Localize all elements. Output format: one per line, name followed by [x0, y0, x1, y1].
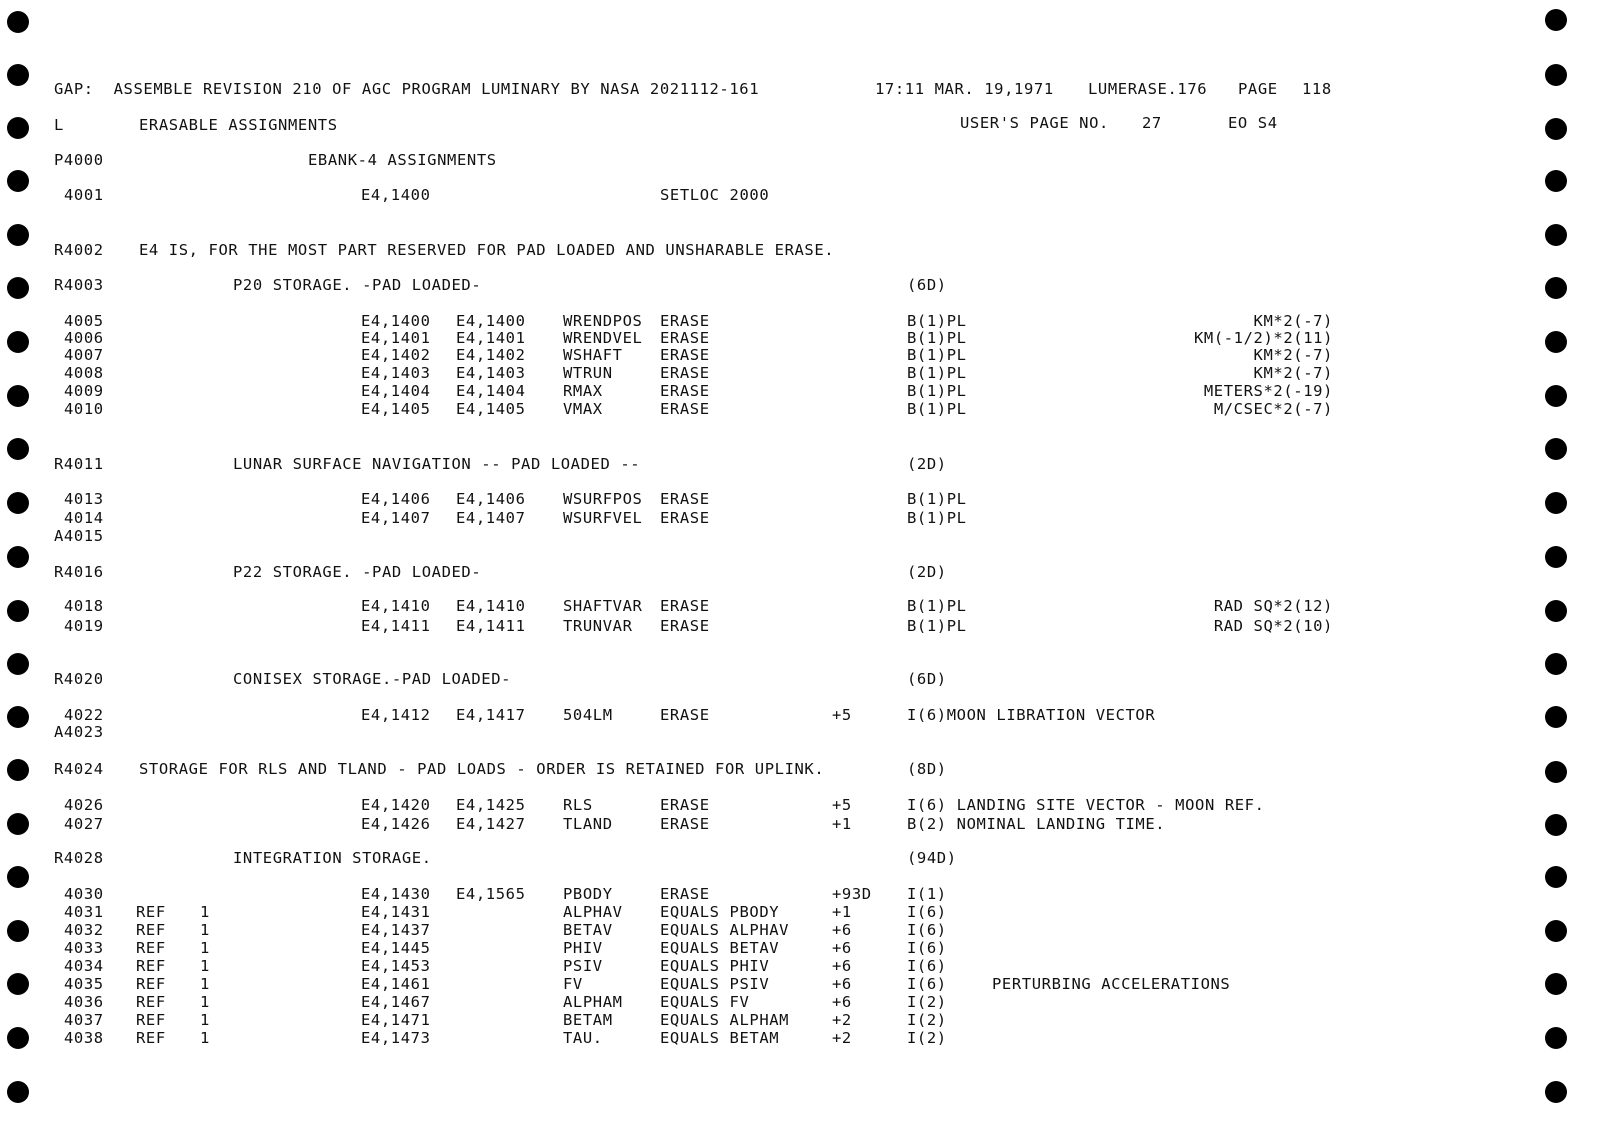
listing-scale: B(1)PL — [907, 400, 967, 418]
listing-seq-number: 4034 — [64, 957, 104, 975]
listing-location-end: E4,1565 — [456, 885, 526, 903]
listing-seq-number: R4003 — [54, 276, 104, 294]
listing-ref-count: 1 — [200, 975, 210, 993]
punch-hole — [1545, 866, 1567, 888]
listing-section-label: EBANK-4 ASSIGNMENTS — [308, 151, 497, 169]
users-page-number: 27 — [1142, 114, 1162, 132]
punch-hole — [1545, 1081, 1567, 1103]
listing-unit: KM*2(-7) — [1253, 312, 1333, 330]
listing-increment: +1 — [832, 815, 852, 833]
listing-increment: +5 — [832, 796, 852, 814]
punch-hole — [7, 1027, 29, 1049]
punch-hole — [7, 546, 29, 568]
listing-seq-number: 4006 — [64, 329, 104, 347]
punch-hole — [1545, 653, 1567, 675]
listing-ref-count: 1 — [200, 993, 210, 1011]
listing-scale: B(1)PL — [907, 382, 967, 400]
listing-location: E4,1401 — [361, 329, 431, 347]
listing-location: E4,1473 — [361, 1029, 431, 1047]
listing-ref: REF — [136, 1029, 166, 1047]
listing-ref-count: 1 — [200, 903, 210, 921]
page-label: PAGE — [1238, 80, 1278, 98]
listing-location-end: E4,1407 — [456, 509, 526, 527]
listing-location: E4,1404 — [361, 382, 431, 400]
listing-location-end: E4,1425 — [456, 796, 526, 814]
punch-hole — [7, 277, 29, 299]
listing-ref: REF — [136, 1011, 166, 1029]
listing-section-label: LUNAR SURFACE NAVIGATION -- PAD LOADED -- — [233, 455, 641, 473]
listing-scale: B(1)PL — [907, 597, 967, 615]
listing-scale: I(6) — [907, 903, 947, 921]
punch-hole — [1545, 64, 1567, 86]
listing-seq-number: 4013 — [64, 490, 104, 508]
punch-hole — [1545, 814, 1567, 836]
listing-ref-count: 1 — [200, 1011, 210, 1029]
listing-scale: I(6) — [907, 921, 947, 939]
listing-seq-number: 4032 — [64, 921, 104, 939]
listing-scale: I(6) — [907, 957, 947, 975]
listing-scale: B(1)PL — [907, 329, 967, 347]
listing-comment: PERTURBING ACCELERATIONS — [992, 975, 1231, 993]
punch-hole — [1545, 492, 1567, 514]
listing-scale: I(6) — [907, 975, 947, 993]
listing-size: (6D) — [907, 276, 947, 294]
listing-location: E4,1407 — [361, 509, 431, 527]
listing-location: E4,1400 — [361, 312, 431, 330]
listing-increment: +6 — [832, 993, 852, 1011]
listing-seq-number: 4014 — [64, 509, 104, 527]
listing-opcode: ERASE — [660, 346, 710, 364]
listing-unit: KM*2(-7) — [1253, 364, 1333, 382]
listing-scale: B(1)PL — [907, 346, 967, 364]
listing-scale: B(1)PL — [907, 312, 967, 330]
listing-symbol: WTRUN — [563, 364, 613, 382]
punch-hole — [7, 653, 29, 675]
listing-scale: B(2) NOMINAL LANDING TIME. — [907, 815, 1166, 833]
listing-location-end: E4,1403 — [456, 364, 526, 382]
punch-hole — [1545, 546, 1567, 568]
listing-seq-number: 4035 — [64, 975, 104, 993]
listing-opcode: ERASE — [660, 364, 710, 382]
listing-section-label: INTEGRATION STORAGE. — [233, 849, 432, 867]
section-marker: L — [54, 116, 64, 134]
punch-hole — [7, 170, 29, 192]
listing-symbol: RLS — [563, 796, 593, 814]
punch-hole — [1545, 277, 1567, 299]
listing-scale: B(1)PL — [907, 509, 967, 527]
listing-location-end: E4,1400 — [456, 312, 526, 330]
listing-location-end: E4,1410 — [456, 597, 526, 615]
listing-opcode: EQUALS BETAM — [660, 1029, 780, 1047]
listing-unit: KM(-1/2)*2(11) — [1193, 329, 1333, 347]
listing-seq-number: 4008 — [64, 364, 104, 382]
punch-hole — [1545, 1027, 1567, 1049]
listing-opcode: ERASE — [660, 382, 710, 400]
listing-symbol: PHIV — [563, 939, 603, 957]
listing-seq-number: 4022 — [64, 706, 104, 724]
listing-opcode: ERASE — [660, 597, 710, 615]
listing-remark: STORAGE FOR RLS AND TLAND - PAD LOADS - ORDER IS RETAINED FOR UPLINK. — [139, 760, 825, 778]
listing-opcode: ERASE — [660, 706, 710, 724]
listing-seq-number: R4011 — [54, 455, 104, 473]
listing-location: E4,1405 — [361, 400, 431, 418]
punch-hole — [7, 866, 29, 888]
listing-unit: METERS*2(-19) — [1203, 382, 1333, 400]
listing-remark: E4 IS, FOR THE MOST PART RESERVED FOR PAD LOADED AND UNSHARABLE ERASE. — [139, 241, 835, 259]
listing-size: (8D) — [907, 760, 947, 778]
punch-hole — [7, 11, 29, 33]
listing-location-end: E4,1405 — [456, 400, 526, 418]
listing-symbol: VMAX — [563, 400, 603, 418]
listing-seq-number: 4019 — [64, 617, 104, 635]
listing-location: E4,1461 — [361, 975, 431, 993]
listing-symbol: BETAM — [563, 1011, 613, 1029]
listing-location-end: E4,1417 — [456, 706, 526, 724]
listing-seq-number: 4033 — [64, 939, 104, 957]
listing-unit: RAD SQ*2(10) — [1213, 617, 1333, 635]
listing-section-label: P20 STORAGE. -PAD LOADED- — [233, 276, 482, 294]
listing-location: E4,1406 — [361, 490, 431, 508]
listing-seq-number: A4015 — [54, 527, 104, 545]
listing-file: LUMERASE.176 — [1088, 80, 1208, 98]
punch-hole — [1545, 973, 1567, 995]
punch-hole — [1545, 331, 1567, 353]
punch-hole — [7, 706, 29, 728]
listing-location-end: E4,1404 — [456, 382, 526, 400]
punch-hole — [1545, 385, 1567, 407]
listing-symbol: PSIV — [563, 957, 603, 975]
listing-seq-number: 4036 — [64, 993, 104, 1011]
punch-hole — [1545, 170, 1567, 192]
listing-scale: I(2) — [907, 993, 947, 1011]
users-page-label: USER'S PAGE NO. — [960, 114, 1109, 132]
listing-symbol: TAU. — [563, 1029, 603, 1047]
eo-code: EO S4 — [1228, 114, 1278, 132]
punch-hole — [1545, 920, 1567, 942]
listing-scale: B(1)PL — [907, 364, 967, 382]
punch-hole — [7, 438, 29, 460]
punch-hole — [7, 331, 29, 353]
listing-symbol: FV — [563, 975, 583, 993]
listing-location-end: E4,1427 — [456, 815, 526, 833]
listing-scale: I(6)MOON LIBRATION VECTOR — [907, 706, 1156, 724]
page-number: 118 — [1302, 80, 1332, 98]
listing-scale: I(6) LANDING SITE VECTOR - MOON REF. — [907, 796, 1265, 814]
listing-unit: RAD SQ*2(12) — [1213, 597, 1333, 615]
listing-location: E4,1400 — [361, 186, 431, 204]
listing-unit: M/CSEC*2(-7) — [1213, 400, 1333, 418]
listing-size: (94D) — [907, 849, 957, 867]
listing-seq-number: 4037 — [64, 1011, 104, 1029]
listing-ref: REF — [136, 921, 166, 939]
listing-seq-number: 4009 — [64, 382, 104, 400]
listing-opcode: EQUALS ALPHAM — [660, 1011, 790, 1029]
listing-symbol: TRUNVAR — [563, 617, 633, 635]
listing-symbol: WSURFVEL — [563, 509, 643, 527]
listing-location: E4,1412 — [361, 706, 431, 724]
listing-ref: REF — [136, 903, 166, 921]
listing-symbol: WRENDPOS — [563, 312, 643, 330]
listing-increment: +6 — [832, 939, 852, 957]
listing-increment: +2 — [832, 1011, 852, 1029]
listing-scale: I(1) — [907, 885, 947, 903]
punch-hole — [1545, 706, 1567, 728]
punch-hole — [1545, 118, 1567, 140]
listing-seq-number: R4002 — [54, 241, 104, 259]
listing-opcode: ERASE — [660, 885, 710, 903]
listing-seq-number: R4028 — [54, 849, 104, 867]
listing-ref-count: 1 — [200, 921, 210, 939]
listing-seq-number: 4026 — [64, 796, 104, 814]
listing-location-end: E4,1406 — [456, 490, 526, 508]
listing-symbol: WRENDVEL — [563, 329, 643, 347]
listing-location: E4,1430 — [361, 885, 431, 903]
listing-increment: +6 — [832, 975, 852, 993]
listing-seq-number: 4027 — [64, 815, 104, 833]
listing-location: E4,1411 — [361, 617, 431, 635]
listing-location: E4,1445 — [361, 939, 431, 957]
listing-ref: REF — [136, 993, 166, 1011]
listing-seq-number: 4010 — [64, 400, 104, 418]
listing-symbol: WSURFPOS — [563, 490, 643, 508]
punch-hole — [7, 973, 29, 995]
listing-seq-number: 4005 — [64, 312, 104, 330]
listing-seq-number: 4001 — [64, 186, 104, 204]
listing-seq-number: R4016 — [54, 563, 104, 581]
listing-location: E4,1410 — [361, 597, 431, 615]
listing-location: E4,1467 — [361, 993, 431, 1011]
listing-increment: +93D — [832, 885, 872, 903]
listing-seq-number: P4000 — [54, 151, 104, 169]
listing-location-end: E4,1402 — [456, 346, 526, 364]
listing-ref: REF — [136, 957, 166, 975]
listing-opcode: EQUALS FV — [660, 993, 750, 1011]
listing-location: E4,1453 — [361, 957, 431, 975]
listing-symbol: PBODY — [563, 885, 613, 903]
listing-opcode: EQUALS PHIV — [660, 957, 770, 975]
listing-ref: REF — [136, 939, 166, 957]
listing-symbol: SHAFTVAR — [563, 597, 643, 615]
listing-scale: B(1)PL — [907, 617, 967, 635]
punch-hole — [7, 813, 29, 835]
punch-hole — [1545, 761, 1567, 783]
listing-seq-number: 4007 — [64, 346, 104, 364]
listing-title: GAP: ASSEMBLE REVISION 210 OF AGC PROGRAM LUMINARY BY NASA 2021112-161 — [54, 80, 760, 98]
listing-ref-count: 1 — [200, 1029, 210, 1047]
listing-symbol: ALPHAV — [563, 903, 623, 921]
listing-size: (2D) — [907, 563, 947, 581]
listing-ref-count: 1 — [200, 957, 210, 975]
listing-location: E4,1437 — [361, 921, 431, 939]
listing-seq-number: R4020 — [54, 670, 104, 688]
listing-opcode: ERASE — [660, 400, 710, 418]
punch-hole — [7, 759, 29, 781]
listing-opcode: SETLOC 2000 — [660, 186, 770, 204]
listing-scale: B(1)PL — [907, 490, 967, 508]
listing-symbol: RMAX — [563, 382, 603, 400]
listing-ref: REF — [136, 975, 166, 993]
listing-scale: I(6) — [907, 939, 947, 957]
listing-opcode: ERASE — [660, 796, 710, 814]
listing-scale: I(2) — [907, 1011, 947, 1029]
punch-hole — [7, 117, 29, 139]
listing-section-label: P22 STORAGE. -PAD LOADED- — [233, 563, 482, 581]
listing-symbol: ALPHAM — [563, 993, 623, 1011]
listing-opcode: ERASE — [660, 815, 710, 833]
listing-timestamp: 17:11 MAR. 19,1971 — [875, 80, 1054, 98]
listing-opcode: EQUALS BETAV — [660, 939, 780, 957]
listing-opcode: ERASE — [660, 490, 710, 508]
section-title: ERASABLE ASSIGNMENTS — [139, 116, 338, 134]
punch-hole — [1545, 224, 1567, 246]
listing-scale: I(2) — [907, 1029, 947, 1047]
listing-increment: +6 — [832, 921, 852, 939]
listing-opcode: ERASE — [660, 509, 710, 527]
listing-seq-number: A4023 — [54, 723, 104, 741]
punch-hole — [1545, 438, 1567, 460]
listing-increment: +1 — [832, 903, 852, 921]
listing-ref-count: 1 — [200, 939, 210, 957]
listing-opcode: ERASE — [660, 617, 710, 635]
listing-symbol: 504LM — [563, 706, 613, 724]
listing-location: E4,1420 — [361, 796, 431, 814]
listing-location: E4,1471 — [361, 1011, 431, 1029]
punch-hole — [7, 920, 29, 942]
listing-opcode: EQUALS PBODY — [660, 903, 780, 921]
punch-hole — [7, 1081, 29, 1103]
listing-seq-number: 4030 — [64, 885, 104, 903]
listing-opcode: ERASE — [660, 312, 710, 330]
punch-hole — [7, 224, 29, 246]
listing-symbol: TLAND — [563, 815, 613, 833]
punch-hole — [7, 492, 29, 514]
listing-symbol: WSHAFT — [563, 346, 623, 364]
listing-size: (6D) — [907, 670, 947, 688]
listing-opcode: EQUALS PSIV — [660, 975, 770, 993]
listing-seq-number: 4031 — [64, 903, 104, 921]
listing-increment: +6 — [832, 957, 852, 975]
listing-location-end: E4,1401 — [456, 329, 526, 347]
listing-location: E4,1431 — [361, 903, 431, 921]
listing-section-label: CONISEX STORAGE.-PAD LOADED- — [233, 670, 512, 688]
punch-hole — [1545, 600, 1567, 622]
punch-hole — [7, 385, 29, 407]
listing-symbol: BETAV — [563, 921, 613, 939]
punch-hole — [7, 64, 29, 86]
listing-increment: +5 — [832, 706, 852, 724]
listing-opcode: EQUALS ALPHAV — [660, 921, 790, 939]
listing-opcode: ERASE — [660, 329, 710, 347]
listing-seq-number: R4024 — [54, 760, 104, 778]
listing-size: (2D) — [907, 455, 947, 473]
listing-location: E4,1402 — [361, 346, 431, 364]
listing-seq-number: 4018 — [64, 597, 104, 615]
listing-location: E4,1403 — [361, 364, 431, 382]
punch-hole — [1545, 9, 1567, 31]
listing-unit: KM*2(-7) — [1253, 346, 1333, 364]
listing-seq-number: 4038 — [64, 1029, 104, 1047]
punch-hole — [7, 600, 29, 622]
listing-location: E4,1426 — [361, 815, 431, 833]
listing-location-end: E4,1411 — [456, 617, 526, 635]
listing-increment: +2 — [832, 1029, 852, 1047]
